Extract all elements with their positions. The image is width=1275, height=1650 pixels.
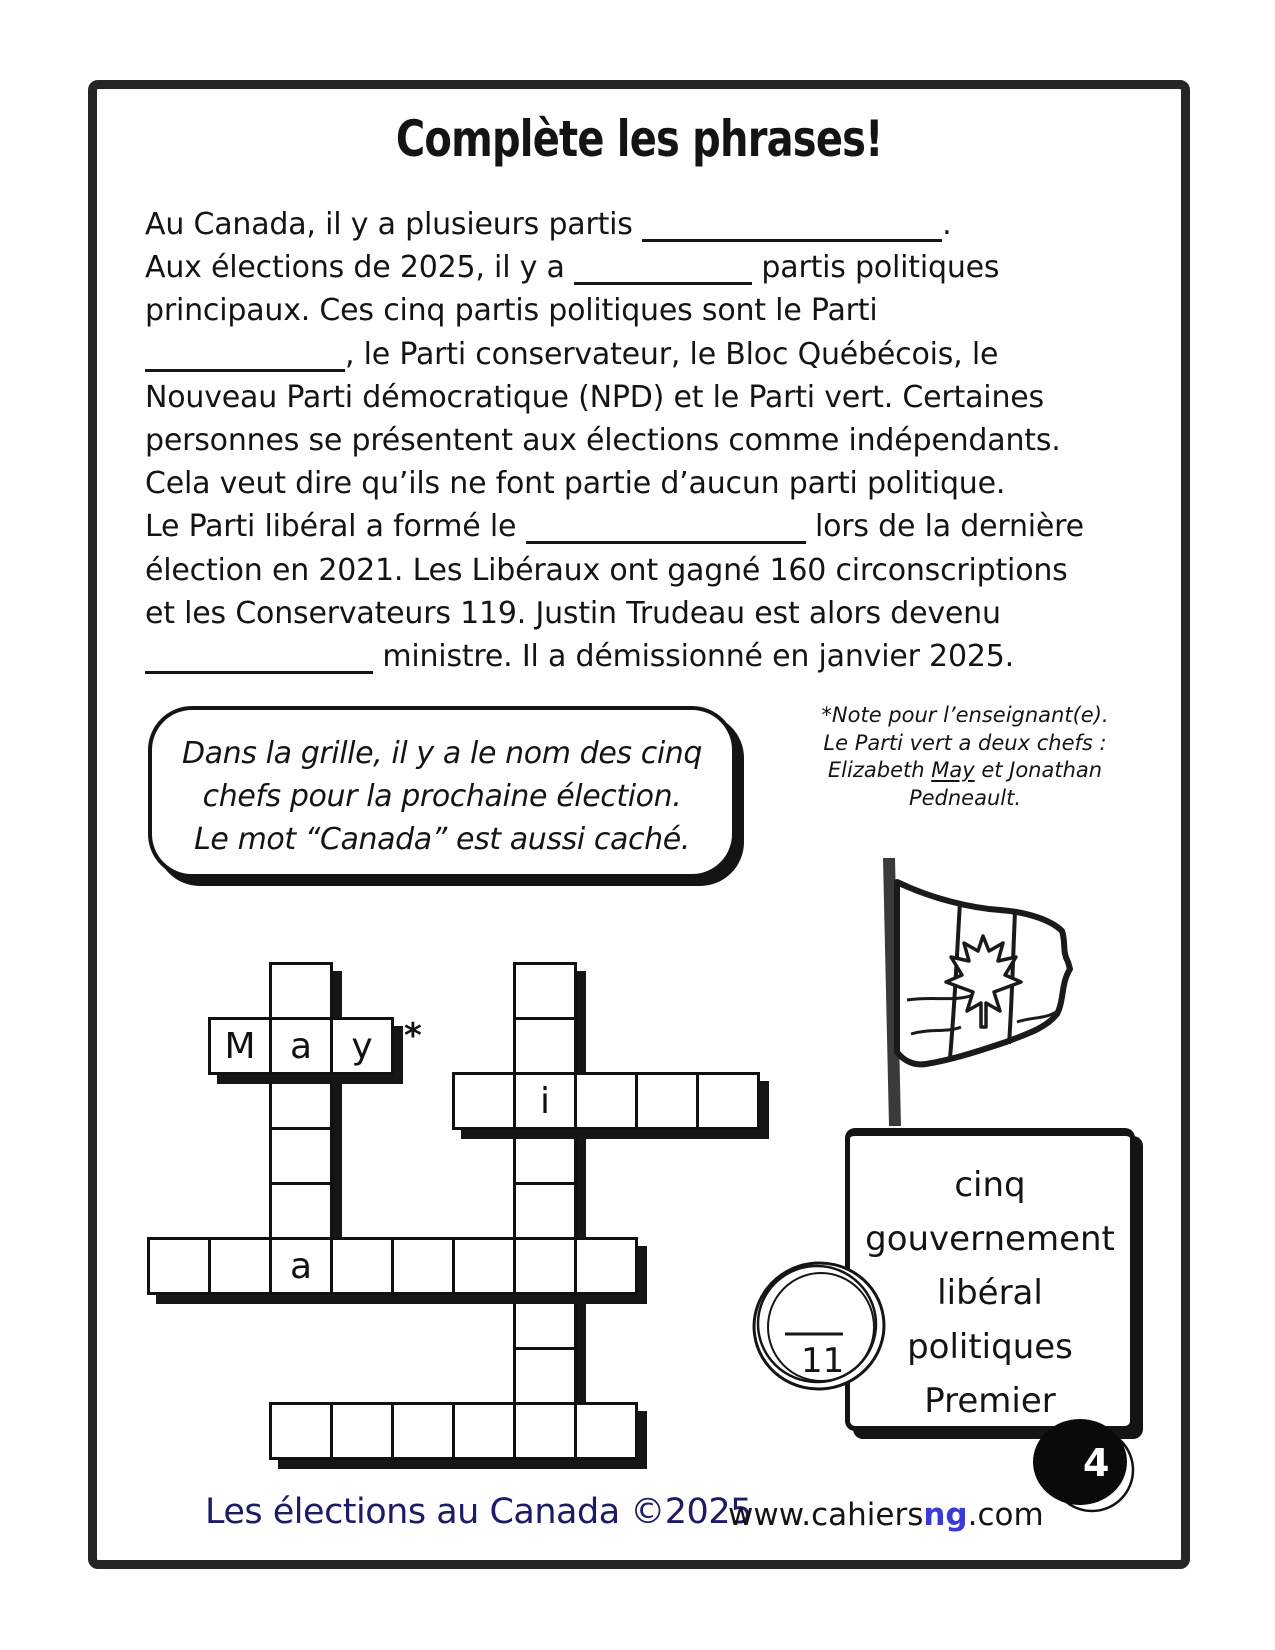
score-circle (745, 1250, 895, 1408)
paragraph-text: Cela veut dire qu’ils ne font partie d’aucun parti politique. (145, 466, 1006, 502)
paragraph-text: lors de la dernière (805, 509, 1084, 545)
word-bank-word: gouvernement (865, 1219, 1115, 1259)
puzzle-cell (391, 1237, 455, 1295)
puzzle-cell (452, 1402, 516, 1460)
puzzle-cell: y (330, 1017, 394, 1075)
paragraph-line (145, 592, 1150, 635)
footer-website-ng: ng (923, 1497, 968, 1533)
paragraph-text: personnes se présentent aux élections comme indépendants. (145, 423, 1061, 459)
paragraph-line (145, 419, 1150, 462)
puzzle-cell (269, 1182, 333, 1240)
puzzle-cell (147, 1237, 211, 1295)
puzzle-cell (208, 1237, 272, 1295)
teacher-note-line: *Note pour l’enseignant(e). (821, 703, 1109, 727)
paragraph-line (145, 505, 1150, 548)
page-title-text: Complète les phrases! (395, 110, 883, 168)
puzzle-cell (269, 1127, 333, 1185)
paragraph-line (145, 635, 1150, 678)
puzzle-cell (513, 1402, 577, 1460)
fill-in-blank (145, 339, 345, 372)
paragraph-text: , le Parti conservateur, le Bloc Québécois, le (345, 336, 999, 372)
puzzle-cell (452, 1237, 516, 1295)
puzzle-cell (574, 1237, 638, 1295)
puzzle-cell (635, 1072, 699, 1130)
puzzle-cell: a (269, 1017, 333, 1075)
paragraph-text: . (942, 207, 952, 242)
teacher-note (790, 702, 1140, 812)
puzzle-word-vertical-right (513, 962, 577, 1460)
puzzle-word-bottom-row (269, 1402, 638, 1460)
speech-bubble-line: Le mot “Canada” est aussi caché. (194, 822, 690, 857)
puzzle-cell (513, 962, 577, 1020)
paragraph-text: Le Parti libéral a formé le (145, 509, 526, 545)
puzzle-cell (513, 1017, 577, 1075)
paragraph-line (145, 549, 1150, 592)
puzzle-cell: M (208, 1017, 272, 1075)
paragraph-text: Nouveau Parti démocratique (NPD) et le Parti vert. Certaines (145, 379, 1044, 415)
paragraph-line (145, 246, 1150, 289)
puzzle-cell (513, 1127, 577, 1185)
puzzle-cell (513, 1237, 577, 1295)
word-bank-word: Premier (924, 1381, 1056, 1421)
paragraph-text: et les Conservateurs 119. Justin Trudeau est alors devenu (145, 595, 1001, 631)
paragraph-text: Au Canada, il y a plusieurs partis (145, 207, 643, 242)
puzzle-cell (269, 1072, 333, 1130)
paragraph-text: Aux élections de 2025, il y a (145, 250, 575, 286)
puzzle-cell (269, 1402, 333, 1460)
paragraph-text: élection en 2021. Les Libéraux ont gagné 160 circonscriptions (145, 552, 1068, 588)
paragraph (145, 203, 1150, 678)
teacher-note-line: Elizabeth May et Jonathan (827, 758, 1103, 782)
puzzle-cell: a (269, 1237, 333, 1295)
speech-bubble-line: chefs pour la prochaine élection. (202, 779, 682, 814)
puzzle-word-long-row (147, 1237, 638, 1295)
puzzle-word-i-row (452, 1072, 760, 1130)
paragraph-text: ministre. Il a démissionné en janvier 2025. (373, 639, 1014, 675)
underlined-name: May (931, 758, 975, 782)
paragraph-line (145, 289, 1150, 332)
paragraph-line (145, 333, 1150, 376)
speech-bubble-line: Dans la grille, il y a le nom des cinq (181, 736, 703, 771)
puzzle-cell (391, 1402, 455, 1460)
puzzle-cell (513, 1347, 577, 1405)
fill-in-blank (526, 511, 806, 544)
paragraph-line (145, 376, 1150, 419)
speech-bubble (148, 706, 736, 878)
page-number-badge (1030, 1412, 1148, 1524)
footer-website: www.cahiersng.com (728, 1497, 1044, 1533)
puzzle-cell (696, 1072, 760, 1130)
puzzle-cell (574, 1072, 638, 1130)
teacher-note-line: Pedneault. (908, 785, 1022, 810)
puzzle-cell (330, 1237, 394, 1295)
page-number: 4 (1083, 1441, 1110, 1485)
footer-series-title: Les élections au Canada ©2025 (205, 1492, 752, 1532)
canadian-flag-icon (855, 852, 1095, 1132)
asterisk-marker: * (404, 1016, 422, 1056)
puzzle-cell: i (513, 1072, 577, 1130)
puzzle-word-may-row (208, 1017, 394, 1075)
fill-in-blank (642, 209, 942, 242)
puzzle-cell (574, 1402, 638, 1460)
fill-in-blank (145, 641, 373, 674)
page-title (88, 110, 1190, 168)
teacher-note-line: Le Parti vert a deux chefs : (823, 730, 1107, 755)
paragraph-text: principaux. Ces cinq partis politiques sont le Parti (145, 293, 878, 329)
puzzle-cell (269, 962, 333, 1020)
fill-in-blank (574, 252, 752, 285)
word-bank-word: libéral (937, 1273, 1043, 1313)
paragraph-text: partis politiques (752, 250, 1000, 286)
score-denominator: 11 (801, 1341, 845, 1381)
puzzle-cell (452, 1072, 516, 1130)
puzzle-cell (330, 1402, 394, 1460)
word-bank-word: cinq (954, 1165, 1026, 1205)
puzzle-cell (513, 1182, 577, 1240)
paragraph-line (145, 203, 1150, 246)
paragraph-line (145, 462, 1150, 505)
word-bank-word: politiques (907, 1327, 1073, 1367)
puzzle-cell (513, 1292, 577, 1350)
